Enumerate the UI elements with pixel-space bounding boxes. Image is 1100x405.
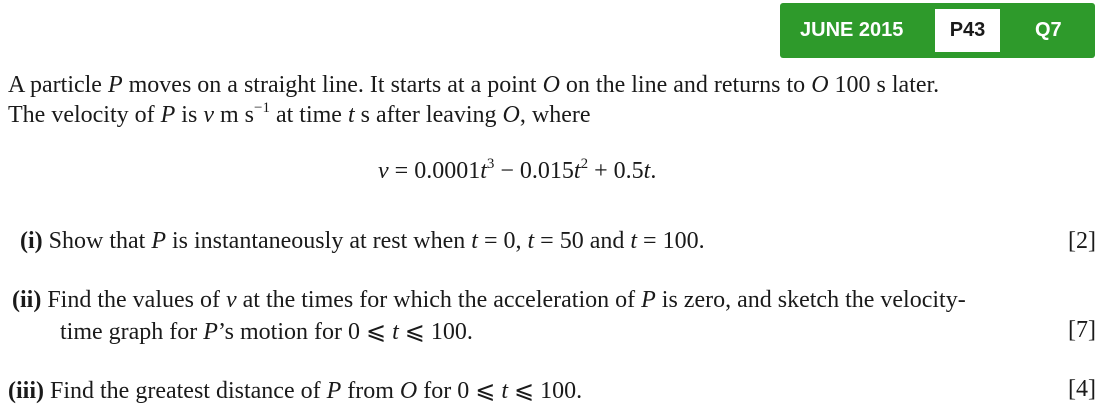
unit-exponent: −1: [253, 100, 270, 116]
intro-text: A particle: [8, 72, 108, 98]
var-v: v: [203, 102, 214, 128]
var-t: t: [630, 228, 638, 254]
var-t: t: [480, 158, 487, 184]
paper-code-label: P43: [935, 9, 1000, 52]
part-label: (iii): [8, 378, 44, 404]
part-label: (ii): [12, 287, 42, 313]
part-text: ’s motion for 0 ⩽: [217, 319, 393, 345]
part-ii-text-line-2: [60, 317, 473, 346]
exponent: 3: [486, 156, 495, 172]
part-text: for 0 ⩽: [417, 378, 502, 404]
equation-term: + 0.5: [588, 158, 644, 184]
var-t: t: [471, 228, 478, 254]
intro-text: 100 s later.: [828, 72, 940, 98]
part-text: = 0,: [477, 228, 528, 254]
exponent: 2: [580, 156, 589, 172]
part-iii-text: [8, 376, 582, 405]
intro-text: , where: [519, 102, 591, 128]
var-O: O: [542, 72, 560, 98]
part-i-marks: [2]: [1068, 228, 1096, 254]
var-P: P: [107, 72, 123, 98]
part-text: at the times for which the acceleration of: [236, 287, 642, 313]
part-text: = 100.: [637, 228, 705, 254]
intro-text: is: [175, 102, 204, 128]
part-text: is zero, and sketch the velocity-: [655, 287, 966, 313]
intro-line-1: [8, 72, 939, 99]
var-P: P: [160, 102, 176, 128]
var-t: t: [527, 228, 535, 254]
unit-text: m s: [213, 102, 254, 128]
var-P: P: [203, 319, 218, 345]
part-ii-marks: [7]: [1068, 317, 1096, 343]
var-v: v: [378, 158, 389, 184]
var-O: O: [502, 102, 520, 128]
var-P: P: [326, 378, 342, 404]
part-text: = 50 and: [534, 228, 631, 254]
var-v: v: [225, 287, 237, 313]
part-text: Find the values of: [41, 287, 226, 313]
intro-text: on the line and returns to: [559, 72, 812, 98]
intro-text: s after leaving: [354, 102, 503, 128]
intro-text: moves on a straight line. It starts at a point: [122, 72, 543, 98]
part-text: is instantaneously at rest when: [166, 228, 472, 254]
intro-text: at time: [269, 102, 348, 128]
part-iii-marks: [4]: [1068, 376, 1096, 402]
equation-term: = 0.0001: [388, 158, 481, 184]
question-badge: [780, 3, 1095, 58]
var-t: t: [392, 319, 399, 345]
part-label: (i): [20, 228, 43, 254]
part-ii-text-line-1: [12, 287, 966, 314]
equation-term: − 0.015: [494, 158, 574, 184]
part-text: ⩽ 100.: [398, 319, 473, 345]
part-text: Find the greatest distance of: [44, 378, 327, 404]
part-text: Show that: [42, 228, 152, 254]
exam-session-label: JUNE 2015: [800, 19, 904, 41]
var-P: P: [641, 287, 656, 313]
var-t: t: [501, 378, 509, 404]
intro-line-2: [8, 102, 591, 129]
part-text: time graph for: [60, 319, 204, 345]
equation-term: .: [650, 158, 657, 184]
intro-text: The velocity of: [8, 102, 161, 128]
part-text: from: [341, 378, 400, 404]
var-P: P: [151, 228, 166, 254]
var-O: O: [399, 378, 418, 404]
part-i-text: [20, 228, 705, 255]
var-t: t: [643, 158, 651, 184]
part-text: ⩽ 100.: [508, 378, 583, 404]
question-number-label: Q7: [1035, 19, 1062, 41]
velocity-equation: [378, 158, 656, 185]
var-O: O: [811, 72, 829, 98]
var-t: t: [347, 102, 355, 128]
var-t: t: [573, 158, 581, 184]
